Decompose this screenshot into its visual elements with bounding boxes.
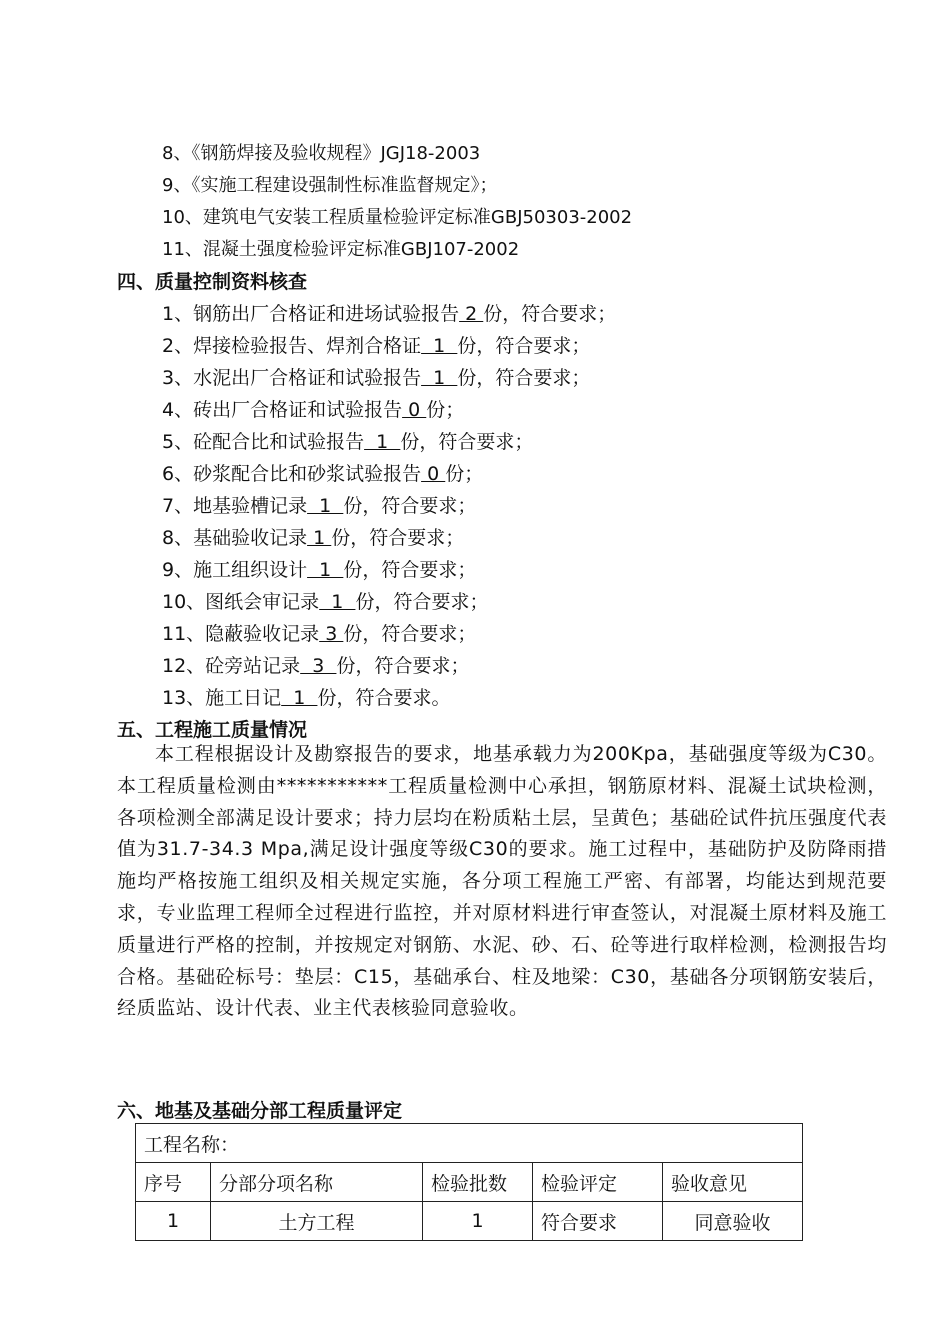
record-label: 10、图纸会审记录	[162, 591, 320, 613]
record-status: 份；	[445, 463, 484, 485]
record-item	[162, 654, 469, 678]
header-cell: 检验评定	[533, 1163, 663, 1202]
header-cell: 验收意见	[663, 1163, 803, 1202]
record-status: 份，符合要求；	[483, 303, 617, 325]
record-label: 3、水泥出厂合格证和试验报告	[162, 367, 422, 389]
table-project-row	[136, 1124, 803, 1163]
section-heading-quality-records: 四、质量控制资料核查	[117, 271, 308, 293]
record-item	[162, 366, 590, 390]
section-heading-quality-evaluation: 六、地基及基础分部工程质量评定	[117, 1100, 403, 1122]
table-cell: 土方工程	[211, 1202, 423, 1241]
record-status: 份，符合要求；	[457, 335, 591, 357]
record-item	[162, 462, 483, 486]
record-label: 2、焊接检验报告、焊剂合格证	[162, 335, 422, 357]
record-label: 1、钢筋出厂合格证和进场试验报告	[162, 303, 460, 325]
record-count: 1	[307, 495, 344, 517]
record-item	[162, 590, 488, 614]
reference-item: 11、混凝土强度检验评定标准GBJ107-2002	[162, 239, 520, 260]
record-count: 1	[421, 335, 458, 357]
record-item	[162, 558, 476, 582]
record-count: 1	[307, 527, 332, 549]
record-label: 4、砖出厂合格证和试验报告	[162, 399, 403, 421]
record-status: 份；	[426, 399, 465, 421]
table-cell: 同意验收	[663, 1202, 803, 1241]
table-header-row	[136, 1163, 803, 1202]
record-count: 1	[307, 559, 344, 581]
reference-item: 8、《钢筋焊接及验收规程》JGJ18-2003	[162, 143, 481, 164]
reference-item: 10、建筑电气安装工程质量检验评定标准GBJ50303-2002	[162, 207, 633, 228]
record-label: 11、隐蔽验收记录	[162, 623, 320, 645]
record-status: 份，符合要求；	[400, 431, 534, 453]
record-count: 1	[421, 367, 458, 389]
header-cell: 分部分项名称	[211, 1163, 423, 1202]
record-label: 6、砂浆配合比和砂浆试验报告	[162, 463, 422, 485]
record-item	[162, 686, 450, 710]
record-count: 0	[402, 399, 427, 421]
section-heading-construction-quality: 五、工程施工质量情况	[117, 719, 308, 741]
header-cell: 序号	[136, 1163, 211, 1202]
record-count: 3	[300, 655, 337, 677]
quality-evaluation-table	[135, 1123, 803, 1241]
record-label: 12、砼旁站记录	[162, 655, 301, 677]
record-status: 份，符合要求；	[457, 367, 591, 389]
table-cell: 符合要求	[533, 1202, 663, 1241]
record-item	[162, 494, 476, 518]
record-item	[162, 302, 616, 326]
record-item	[162, 334, 590, 358]
record-label: 5、砼配合比和试验报告	[162, 431, 365, 453]
record-count: 1	[364, 431, 401, 453]
record-status: 份，符合要求；	[343, 495, 477, 517]
header-cell: 检验批数	[423, 1163, 533, 1202]
record-count: 3	[319, 623, 344, 645]
reference-item: 9、《实施工程建设强制性标准监督规定》；	[162, 175, 498, 196]
record-label: 8、基础验收记录	[162, 527, 308, 549]
record-status: 份，符合要求；	[336, 655, 470, 677]
table-row	[136, 1202, 803, 1241]
record-status: 份，符合要求；	[355, 591, 489, 613]
record-item	[162, 398, 464, 422]
record-count: 1	[281, 687, 318, 709]
record-status: 份，符合要求；	[331, 527, 465, 549]
record-status: 份，符合要求。	[317, 687, 451, 709]
record-label: 9、施工组织设计	[162, 559, 308, 581]
record-status: 份，符合要求；	[343, 559, 477, 581]
record-label: 13、施工日记	[162, 687, 282, 709]
record-count: 0	[421, 463, 446, 485]
record-item	[162, 526, 464, 550]
table-cell: 1	[136, 1202, 211, 1241]
record-count: 2	[459, 303, 484, 325]
record-item	[162, 622, 476, 646]
record-label: 7、地基验槽记录	[162, 495, 308, 517]
project-name-label: 工程名称：	[136, 1124, 803, 1163]
table-cell: 1	[423, 1202, 533, 1241]
construction-quality-paragraph: 本工程根据设计及勘察报告的要求，地基承载力为200Kpa，基础强度等级为C30。本工程质量检测由***********工程质量检测中心承担，钢筋原材料、混凝土试块检测，各项检测全部满足设计要求；持力层均在粉质粘土层，呈黄色；基础砼试件抗压强度代表值为31.7-34.3 Mpa,满足设计强度等级C30的要求。施工过程中，基础防护及防降雨措施均严格按施工组织及相关规定实施，各分项工程施工严密、有部署，均能达到规范要求，专业监理工程师全过程进行监控，并对原材料进行审查签认，对混凝土原材料及施工质量进行严格的控制，并按规定对钢筋、水泥、砂、石、砼等进行取样检测，检测报告均合格。基础砼标号：垫层：C15，基础承台、柱及地梁：C30，基础各分项钢筋安装后，经质监站、设计代表、业主代表核验同意验收。	[117, 743, 887, 1020]
record-item	[162, 430, 533, 454]
record-status: 份，符合要求；	[343, 623, 477, 645]
record-count: 1	[319, 591, 356, 613]
